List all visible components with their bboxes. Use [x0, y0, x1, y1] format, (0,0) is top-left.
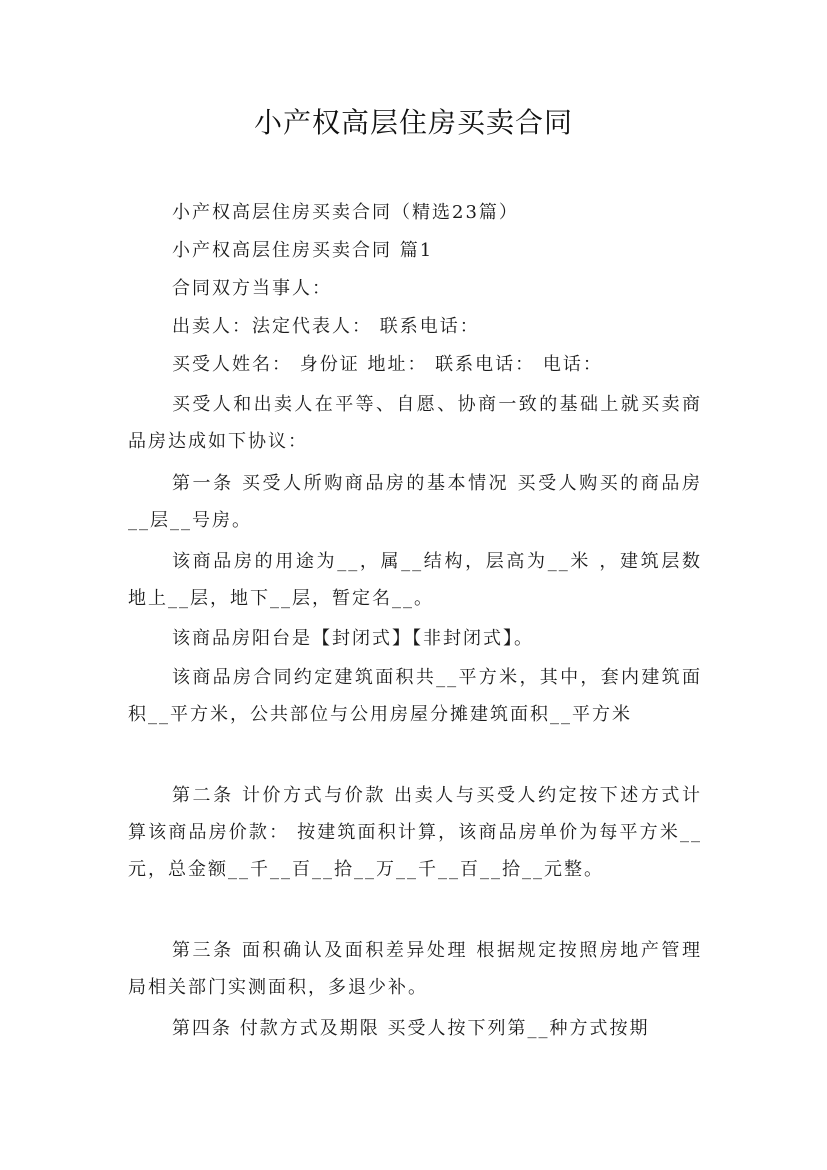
paragraph-parties: 合同双方当事人：	[172, 278, 332, 299]
paragraph-area: 该商品房合同约定建筑面积共__平方米，其中，套内建筑面积__平方米，公共部位与公用房屋分摊建筑面积__平方米	[128, 667, 702, 725]
paragraph-usage: 该商品房的用途为__，属__结构，层高为__米 ，建筑层数地上__层，地下__层，暂定名__。	[128, 551, 702, 609]
paragraph-subtitle: 小产权高层住房买卖合同（精选23篇）	[172, 202, 519, 223]
paragraph-article-4: 第四条 付款方式及期限 买受人按下列第__种方式按期	[172, 1018, 650, 1039]
paragraph-seller: 出卖人：法定代表人： 联系电话：	[172, 316, 480, 337]
document-title: 小产权高层住房买卖合同	[253, 106, 573, 139]
paragraph-buyer: 买受人姓名： 身份证 地址： 联系电话： 电话：	[172, 354, 603, 375]
paragraph-agreement: 买受人和出卖人在平等、自愿、协商一致的基础上就买卖商品房达成如下协议：	[128, 394, 702, 452]
paragraph-article-3: 第三条 面积确认及面积差异处理 根据规定按照房地产管理局相关部门实测面积，多退少补。	[128, 940, 702, 998]
paragraph-balcony: 该商品房阳台是【封闭式】【非封闭式】。	[172, 628, 534, 649]
paragraph-article-2: 第二条 计价方式与价款 出卖人与买受人约定按下述方式计算该商品房价款： 按建筑面积计算，该商品房单价为每平方米__元，总金额__千__百__拾__万__千__百__拾__元整。	[128, 785, 702, 880]
paragraph-article-1: 第一条 买受人所购商品房的基本情况 买受人购买的商品房__层__号房。	[128, 473, 702, 531]
paragraph-section-heading: 小产权高层住房买卖合同 篇1	[172, 240, 434, 261]
